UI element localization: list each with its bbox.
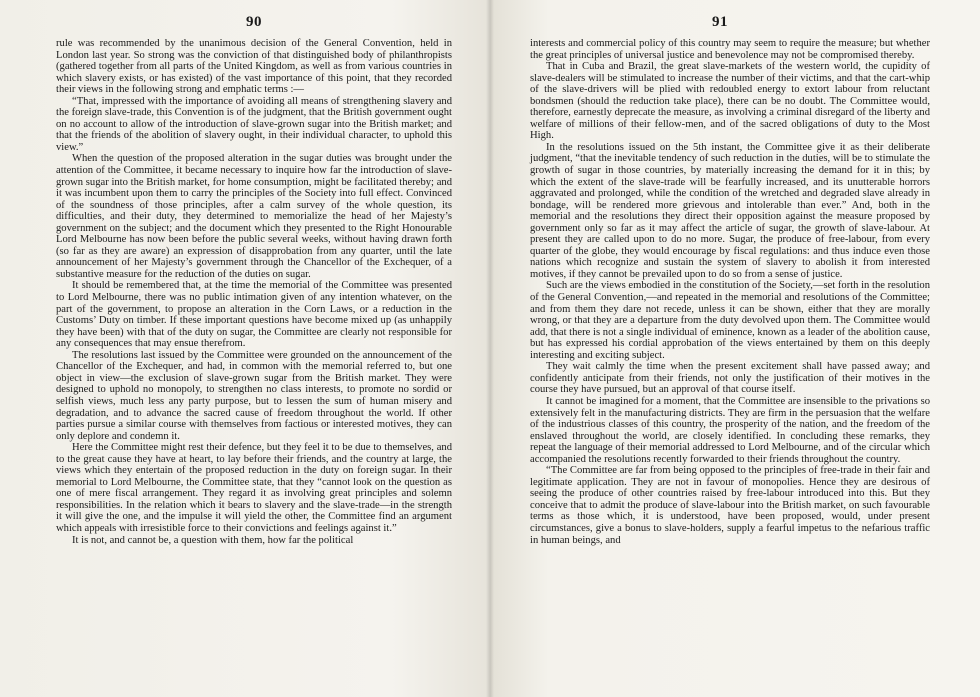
paragraph: It cannot be imagined for a moment, that the Committee are insensible to the privations so extensively felt in the manufacturing districts. They are firm in the persuasion that the welfare of the industrious classes of this country, the prosperity of the nation, and the freedom of the enslaved throughout the world, are closely identified. In concluding these remarks, they repeat the language of their memorial addressed to Lord Melbourne, and of the circular which accompanied the resolutions recently forwarded to their friends throughout the country. [530,395,930,465]
paragraph: rule was recommended by the unanimous decision of the General Convention, held in London last year. So strong was the conviction of that distinguished body of philanthropists (gathered together from all parts of the United Kingdom, as well as from various countries in which slavery exists, or has existed) of the vast importance of this point, that they recorded their views in the following strong and emphatic terms :— [56,38,452,96]
paragraph: They wait calmly the time when the present excitement shall have passed away; and confidently anticipate from their friends, not only the justification of their motives in the course they have pursued, but an approval of that course itself. [530,361,930,396]
right-page [490,0,980,697]
paragraph: Such are the views embodied in the constitution of the Society,—set forth in the resolution of the General Convention,—and repeated in the memorial and resolutions of the Committee; and from them they dare not recede, unless it can be shown, either that they are morally wrong, or that they are a departure from the duty devolved upon them. The Committee would add, that there is not a single individual of eminence, known as a leader of the abolition cause, but has expressed his cordial approbation of the views entertained by them on this deeply interesting and exciting subject. [530,280,930,361]
right-page-text [530,38,930,546]
paragraph: Here the Committee might rest their defence, but they feel it to be due to themselves, and to the great cause they have at heart, to lay before their friends, and the country at large, the views which they entertain of the proposed reduction in the duty on foreign sugar. In their memorial to Lord Melbourne, the Committee state, that they “cannot look on the question as one of mere fiscal arrangement. They regard it as involving great principles and solemn responsibilities. In the relation which it bears to slavery and the slave-trade—in the strength it will give the one, and the impulse it will yield the other, the Committee find an argument which appeals with irresistible force to their convictions and feelings against it.” [56,442,452,534]
book-gutter [486,0,494,697]
paragraph: “That, impressed with the importance of avoiding all means of strengthening slavery and the foreign slave-trade, this Convention is of the judgment, that the British government ought on no account to allow of the introduction of slave-grown sugar into the British market; and that the friends of the abolition of slavery ought, in their individual character, to uphold this view.” [56,95,452,153]
paragraph: It should be remembered that, at the time the memorial of the Committee was presented to Lord Melbourne, there was no public intimation given of any intention whatever, on the part of the government, to propose an alteration in the Corn Laws, or a reduction in the Customs’ Duty on timber. If these important questions have become mixed up (as unhappily they have been) with that of the duty on sugar, the Committee are clearly not responsible for any consequences that may ensue therefrom. [56,280,452,350]
paragraph: In the resolutions issued on the 5th instant, the Committee give it as their deliberate judgment, “that the inevitable tendency of such reduction in the duties, will be to stimulate the growth of sugar in those countries, by materially increasing the demand for it in this; by which the extent of the slave-trade will be fearfully increased, and its unutterable horrors aggravated and prolonged, while the condition of the wretched and degraded slave already in bondage, will be rendered more grievous and intolerable than ever.” And, both in the memorial and the resolutions they direct their opposition against the measure proposed by government only so far as it may affect the article of sugar, the growth of slave-labour. At present they are called upon to do no more. Sugar, the produce of free-labour, from every quarter of the globe, they would encourage by fiscal regulations: and thus induce even those nations which recognize and sustain the system of slavery to abolish it from interested motives, if they cannot be prevailed upon to do so from a sense of justice. [530,141,930,280]
paragraph: interests and commercial policy of this country may seem to require the measure; but whether the great principles of universal justice and benevolence may not be compromised thereby. [530,38,930,61]
paragraph: That in Cuba and Brazil, the great slave-markets of the western world, the cupidity of slave-dealers will be stimulated to increase the number of their victims, and that the cart-whip of the slave-drivers will be plied with redoubled energy to extort labour from reluctant bondsmen (should the reduction take place), there can be no doubt. The Committee would, therefore, earnestly deprecate the measure, as involving a criminal disregard of the liberty and welfare of millions of their fellow-men, and of the sacred obligations of duty to the Most High. [530,61,930,142]
paragraph: It is not, and cannot be, a question with them, how far the political [72,534,354,546]
paragraph: The resolutions last issued by the Committee were grounded on the announcement of the Chancellor of the Exchequer, and had, in common with the memorial referred to, but one object in view—the exclusion of slave-grown sugar from the British market. They were designed to uphold no monopoly, to strengthen no class interests, to promote no sordid or selfish views, much less any party purpose, but to lessen the sum of human misery and degradation, and to advance the sacred cause of freedom throughout the world. If other parties pursue a similar course with themselves from factious or interested motives, they can only deplore and condemn it. [56,349,452,442]
page-number-right: 91 [712,14,728,30]
left-page-text [56,38,452,546]
paragraph: When the question of the proposed alteration in the sugar duties was brought under the attention of the Committee, it became necessary to inquire how far the introduction of slave-grown sugar into the British market, for home consumption, might be facilitated thereby; and it was incumbent upon them to carry the principles of the Society into full effect. Convinced of the soundness of those principles, after a calm survey of the whole question, its difficulties, and their duty, they determined to memorialize the head of her Majesty’s government on the subject; and the document which they presented to the Right Honourable Lord Melbourne has now been before the public several weeks, without having drawn forth (so far as they are aware) an expression of disapprobation from any quarter, until the late announcement of her Majesty’s government through the Chancellor of the Exchequer, of a substantive measure for the reduction of the duties on sugar. [56,153,452,280]
page-number-left: 90 [246,14,262,30]
paragraph: “The Committee are far from being opposed to the principles of free-trade in their fair and legitimate application. They are not in favour of monopolies. Hence they are desirous of seeing the produce of other countries raised by free-labour introduced into this. But they conceive that to admit the produce of slave-labour into the British market, on such favourable terms as those which, it is understood, have been proposed, would, under present circumstances, give a bonus to slave-holders, supply a fearful impetus to the nefarious traffic in human beings, and [530,465,930,546]
